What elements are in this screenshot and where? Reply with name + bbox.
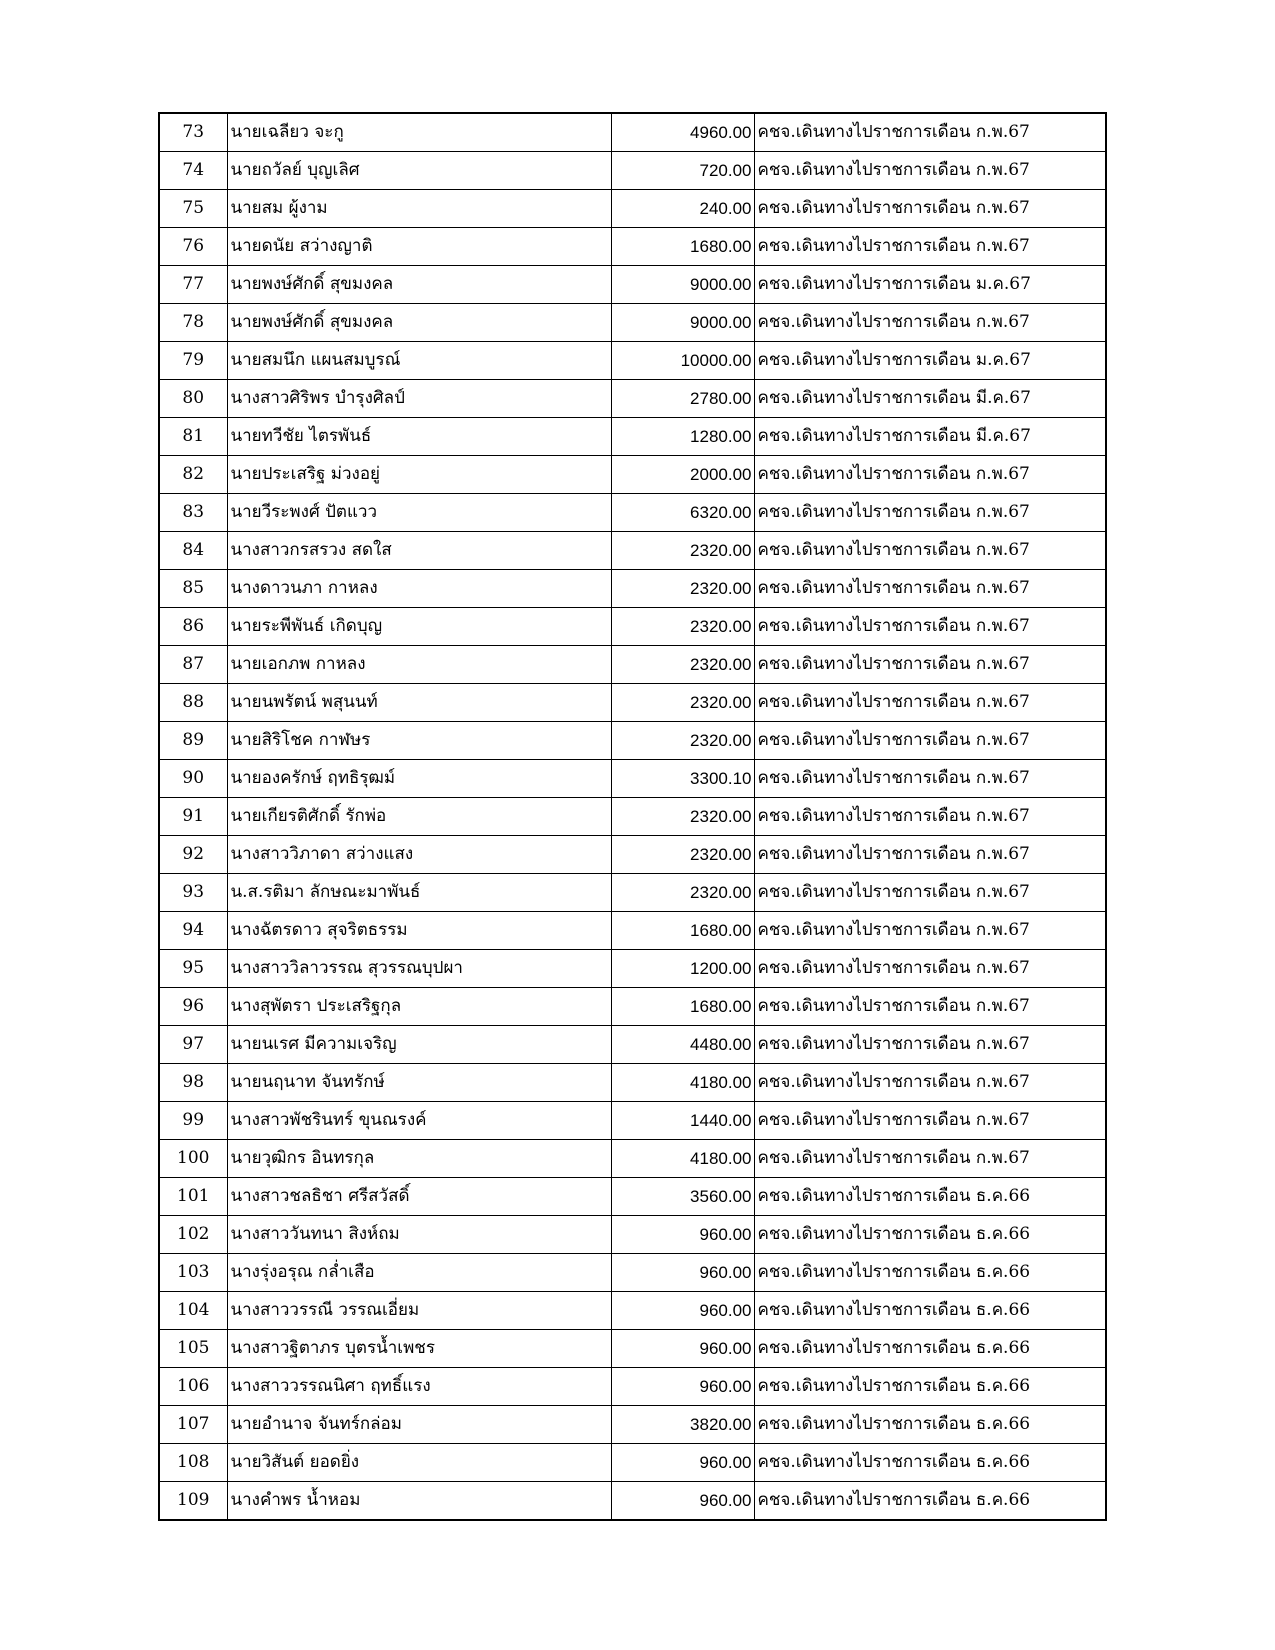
person-name-cell: นางสุพัตรา ประเสริฐกุล xyxy=(227,988,611,1026)
row-number-cell: 81 xyxy=(159,418,227,456)
table-row xyxy=(159,1330,1106,1368)
amount-cell: 2320.00 xyxy=(611,722,754,760)
table-row xyxy=(159,1406,1106,1444)
row-number-cell: 100 xyxy=(159,1140,227,1178)
table-row xyxy=(159,1064,1106,1102)
description-cell: คชจ.เดินทางไปราชการเดือน ก.พ.67 xyxy=(754,152,1106,190)
table-row xyxy=(159,1368,1106,1406)
person-name-cell: นางสาวกรสรวง สดใส xyxy=(227,532,611,570)
row-number-cell: 90 xyxy=(159,760,227,798)
amount-cell: 9000.00 xyxy=(611,304,754,342)
description-cell: คชจ.เดินทางไปราชการเดือน ก.พ.67 xyxy=(754,532,1106,570)
row-number-cell: 93 xyxy=(159,874,227,912)
person-name-cell: นายวิสันต์ ยอดยิ่ง xyxy=(227,1444,611,1482)
row-number-cell: 104 xyxy=(159,1292,227,1330)
description-cell: คชจ.เดินทางไปราชการเดือน ก.พ.67 xyxy=(754,304,1106,342)
row-number-cell: 95 xyxy=(159,950,227,988)
description-cell: คชจ.เดินทางไปราชการเดือน ก.พ.67 xyxy=(754,1026,1106,1064)
row-number-cell: 108 xyxy=(159,1444,227,1482)
table-row xyxy=(159,1102,1106,1140)
table-row xyxy=(159,646,1106,684)
table-row xyxy=(159,1482,1106,1521)
person-name-cell: นางสาววิลาวรรณ สุวรรณบุปผา xyxy=(227,950,611,988)
table-row xyxy=(159,228,1106,266)
person-name-cell: นางฉัตรดาว สุจริตธรรม xyxy=(227,912,611,950)
amount-cell: 4480.00 xyxy=(611,1026,754,1064)
table-row xyxy=(159,190,1106,228)
amount-cell: 6320.00 xyxy=(611,494,754,532)
person-name-cell: นายเกียรติศักดิ์ รักพ่อ xyxy=(227,798,611,836)
table-row xyxy=(159,1026,1106,1064)
row-number-cell: 101 xyxy=(159,1178,227,1216)
amount-cell: 1440.00 xyxy=(611,1102,754,1140)
amount-cell: 4180.00 xyxy=(611,1064,754,1102)
person-name-cell: นายวุฒิกร อินทรกุล xyxy=(227,1140,611,1178)
amount-cell: 960.00 xyxy=(611,1368,754,1406)
table-row xyxy=(159,342,1106,380)
description-cell: คชจ.เดินทางไปราชการเดือน ธ.ค.66 xyxy=(754,1254,1106,1292)
description-cell: คชจ.เดินทางไปราชการเดือน ธ.ค.66 xyxy=(754,1330,1106,1368)
row-number-cell: 91 xyxy=(159,798,227,836)
amount-cell: 10000.00 xyxy=(611,342,754,380)
amount-cell: 1680.00 xyxy=(611,988,754,1026)
row-number-cell: 80 xyxy=(159,380,227,418)
person-name-cell: นางสาววิภาดา สว่างแสง xyxy=(227,836,611,874)
amount-cell: 960.00 xyxy=(611,1216,754,1254)
table-row xyxy=(159,380,1106,418)
description-cell: คชจ.เดินทางไปราชการเดือน ธ.ค.66 xyxy=(754,1368,1106,1406)
person-name-cell: นายระพีพันธ์ เกิดบุญ xyxy=(227,608,611,646)
row-number-cell: 98 xyxy=(159,1064,227,1102)
person-name-cell: นางสาววรรณนิศา ฤทธิ์แรง xyxy=(227,1368,611,1406)
person-name-cell: นางสาวพัชรินทร์ ขุนณรงค์ xyxy=(227,1102,611,1140)
row-number-cell: 85 xyxy=(159,570,227,608)
row-number-cell: 87 xyxy=(159,646,227,684)
table-row xyxy=(159,1254,1106,1292)
row-number-cell: 79 xyxy=(159,342,227,380)
table-row xyxy=(159,456,1106,494)
table-row xyxy=(159,836,1106,874)
row-number-cell: 102 xyxy=(159,1216,227,1254)
description-cell: คชจ.เดินทางไปราชการเดือน ก.พ.67 xyxy=(754,1064,1106,1102)
description-cell: คชจ.เดินทางไปราชการเดือน ก.พ.67 xyxy=(754,456,1106,494)
row-number-cell: 94 xyxy=(159,912,227,950)
table-row xyxy=(159,988,1106,1026)
description-cell: คชจ.เดินทางไปราชการเดือน ก.พ.67 xyxy=(754,608,1106,646)
amount-cell: 2320.00 xyxy=(611,532,754,570)
amount-cell: 960.00 xyxy=(611,1444,754,1482)
amount-cell: 2780.00 xyxy=(611,380,754,418)
person-name-cell: นางสาวศิริพร บำรุงศิลป์ xyxy=(227,380,611,418)
person-name-cell: นายพงษ์ศักดิ์ สุขมงคล xyxy=(227,266,611,304)
person-name-cell: นายนพรัตน์ พสุนนท์ xyxy=(227,684,611,722)
description-cell: คชจ.เดินทางไปราชการเดือน มี.ค.67 xyxy=(754,418,1106,456)
amount-cell: 1680.00 xyxy=(611,912,754,950)
table-row xyxy=(159,1292,1106,1330)
amount-cell: 720.00 xyxy=(611,152,754,190)
amount-cell: 2320.00 xyxy=(611,798,754,836)
table-row xyxy=(159,570,1106,608)
row-number-cell: 83 xyxy=(159,494,227,532)
row-number-cell: 75 xyxy=(159,190,227,228)
row-number-cell: 82 xyxy=(159,456,227,494)
person-name-cell: นางสาวฐิตาภร บุตรน้ำเพชร xyxy=(227,1330,611,1368)
amount-cell: 2320.00 xyxy=(611,874,754,912)
description-cell: คชจ.เดินทางไปราชการเดือน ธ.ค.66 xyxy=(754,1178,1106,1216)
amount-cell: 2320.00 xyxy=(611,570,754,608)
amount-cell: 2320.00 xyxy=(611,608,754,646)
person-name-cell: นายองครักษ์ ฤทธิรุฒม์ xyxy=(227,760,611,798)
person-name-cell: นายทวีชัย ไตรพันธ์ xyxy=(227,418,611,456)
description-cell: คชจ.เดินทางไปราชการเดือน มี.ค.67 xyxy=(754,380,1106,418)
amount-cell: 3300.10 xyxy=(611,760,754,798)
description-cell: คชจ.เดินทางไปราชการเดือน ม.ค.67 xyxy=(754,266,1106,304)
amount-cell: 960.00 xyxy=(611,1482,754,1521)
table-row xyxy=(159,1216,1106,1254)
table-row xyxy=(159,304,1106,342)
person-name-cell: นายวีระพงศ์ ปัตแวว xyxy=(227,494,611,532)
person-name-cell: นายนฤนาท จันทรักษ์ xyxy=(227,1064,611,1102)
row-number-cell: 86 xyxy=(159,608,227,646)
person-name-cell: นางรุ่งอรุณ กล่ำเสือ xyxy=(227,1254,611,1292)
description-cell: คชจ.เดินทางไปราชการเดือน ก.พ.67 xyxy=(754,113,1106,152)
row-number-cell: 106 xyxy=(159,1368,227,1406)
amount-cell: 4960.00 xyxy=(611,113,754,152)
description-cell: คชจ.เดินทางไปราชการเดือน ก.พ.67 xyxy=(754,760,1106,798)
person-name-cell: นายอำนาจ จันทร์กล่อม xyxy=(227,1406,611,1444)
row-number-cell: 89 xyxy=(159,722,227,760)
person-name-cell: นายประเสริฐ ม่วงอยู่ xyxy=(227,456,611,494)
row-number-cell: 76 xyxy=(159,228,227,266)
row-number-cell: 74 xyxy=(159,152,227,190)
table-row xyxy=(159,912,1106,950)
amount-cell: 3560.00 xyxy=(611,1178,754,1216)
table-row xyxy=(159,760,1106,798)
description-cell: คชจ.เดินทางไปราชการเดือน ก.พ.67 xyxy=(754,798,1106,836)
person-name-cell: นายถวัลย์ บุญเลิศ xyxy=(227,152,611,190)
description-cell: คชจ.เดินทางไปราชการเดือน ก.พ.67 xyxy=(754,684,1106,722)
table-row xyxy=(159,608,1106,646)
description-cell: คชจ.เดินทางไปราชการเดือน ธ.ค.66 xyxy=(754,1482,1106,1521)
table-row xyxy=(159,798,1106,836)
description-cell: คชจ.เดินทางไปราชการเดือน ก.พ.67 xyxy=(754,874,1106,912)
row-number-cell: 97 xyxy=(159,1026,227,1064)
table-row xyxy=(159,874,1106,912)
description-cell: คชจ.เดินทางไปราชการเดือน ก.พ.67 xyxy=(754,836,1106,874)
description-cell: คชจ.เดินทางไปราชการเดือน ก.พ.67 xyxy=(754,988,1106,1026)
table-row xyxy=(159,684,1106,722)
description-cell: คชจ.เดินทางไปราชการเดือน ก.พ.67 xyxy=(754,722,1106,760)
table-row xyxy=(159,266,1106,304)
amount-cell: 1200.00 xyxy=(611,950,754,988)
description-cell: คชจ.เดินทางไปราชการเดือน ก.พ.67 xyxy=(754,190,1106,228)
row-number-cell: 107 xyxy=(159,1406,227,1444)
description-cell: คชจ.เดินทางไปราชการเดือน ก.พ.67 xyxy=(754,570,1106,608)
amount-cell: 4180.00 xyxy=(611,1140,754,1178)
amount-cell: 960.00 xyxy=(611,1254,754,1292)
person-name-cell: นายดนัย สว่างญาติ xyxy=(227,228,611,266)
description-cell: คชจ.เดินทางไปราชการเดือน ก.พ.67 xyxy=(754,1140,1106,1178)
description-cell: คชจ.เดินทางไปราชการเดือน ก.พ.67 xyxy=(754,228,1106,266)
row-number-cell: 105 xyxy=(159,1330,227,1368)
description-cell: คชจ.เดินทางไปราชการเดือน ก.พ.67 xyxy=(754,494,1106,532)
amount-cell: 1680.00 xyxy=(611,228,754,266)
table-row xyxy=(159,722,1106,760)
description-cell: คชจ.เดินทางไปราชการเดือน ธ.ค.66 xyxy=(754,1216,1106,1254)
row-number-cell: 99 xyxy=(159,1102,227,1140)
amount-cell: 240.00 xyxy=(611,190,754,228)
amount-cell: 9000.00 xyxy=(611,266,754,304)
table-row xyxy=(159,494,1106,532)
expense-table xyxy=(158,112,1107,1521)
person-name-cell: นางสาววันทนา สิงห์ถม xyxy=(227,1216,611,1254)
amount-cell: 960.00 xyxy=(611,1330,754,1368)
table-row xyxy=(159,418,1106,456)
description-cell: คชจ.เดินทางไปราชการเดือน ก.พ.67 xyxy=(754,912,1106,950)
person-name-cell: นายสิริโชค กาฬษร xyxy=(227,722,611,760)
person-name-cell: นางสาวชลธิชา ศรีสวัสดิ์ xyxy=(227,1178,611,1216)
row-number-cell: 109 xyxy=(159,1482,227,1521)
row-number-cell: 78 xyxy=(159,304,227,342)
person-name-cell: นางดาวนภา กาหลง xyxy=(227,570,611,608)
amount-cell: 2320.00 xyxy=(611,646,754,684)
person-name-cell: นายสมนึก แผนสมบูรณ์ xyxy=(227,342,611,380)
description-cell: คชจ.เดินทางไปราชการเดือน ธ.ค.66 xyxy=(754,1444,1106,1482)
row-number-cell: 103 xyxy=(159,1254,227,1292)
person-name-cell: นายสม ผู้งาม xyxy=(227,190,611,228)
amount-cell: 3820.00 xyxy=(611,1406,754,1444)
description-cell: คชจ.เดินทางไปราชการเดือน ธ.ค.66 xyxy=(754,1292,1106,1330)
amount-cell: 2320.00 xyxy=(611,836,754,874)
description-cell: คชจ.เดินทางไปราชการเดือน ธ.ค.66 xyxy=(754,1406,1106,1444)
amount-cell: 2320.00 xyxy=(611,684,754,722)
description-cell: คชจ.เดินทางไปราชการเดือน ก.พ.67 xyxy=(754,1102,1106,1140)
person-name-cell: นายนเรศ มีความเจริญ xyxy=(227,1026,611,1064)
person-name-cell: นายเอกภพ กาหลง xyxy=(227,646,611,684)
person-name-cell: นายเฉลียว จะกู xyxy=(227,113,611,152)
table-row xyxy=(159,152,1106,190)
row-number-cell: 73 xyxy=(159,113,227,152)
row-number-cell: 96 xyxy=(159,988,227,1026)
person-name-cell: น.ส.รติมา ลักษณะมาพันธ์ xyxy=(227,874,611,912)
person-name-cell: นางคำพร น้ำหอม xyxy=(227,1482,611,1521)
expense-table-body xyxy=(159,113,1106,1520)
description-cell: คชจ.เดินทางไปราชการเดือน ม.ค.67 xyxy=(754,342,1106,380)
amount-cell: 1280.00 xyxy=(611,418,754,456)
description-cell: คชจ.เดินทางไปราชการเดือน ก.พ.67 xyxy=(754,646,1106,684)
table-row xyxy=(159,1178,1106,1216)
row-number-cell: 84 xyxy=(159,532,227,570)
row-number-cell: 77 xyxy=(159,266,227,304)
amount-cell: 2000.00 xyxy=(611,456,754,494)
table-row xyxy=(159,1140,1106,1178)
description-cell: คชจ.เดินทางไปราชการเดือน ก.พ.67 xyxy=(754,950,1106,988)
table-row xyxy=(159,1444,1106,1482)
table-row xyxy=(159,532,1106,570)
row-number-cell: 92 xyxy=(159,836,227,874)
person-name-cell: นางสาววรรณี วรรณเอี่ยม xyxy=(227,1292,611,1330)
amount-cell: 960.00 xyxy=(611,1292,754,1330)
row-number-cell: 88 xyxy=(159,684,227,722)
table-row xyxy=(159,950,1106,988)
table-row xyxy=(159,113,1106,152)
person-name-cell: นายพงษ์ศักดิ์ สุขมงคล xyxy=(227,304,611,342)
